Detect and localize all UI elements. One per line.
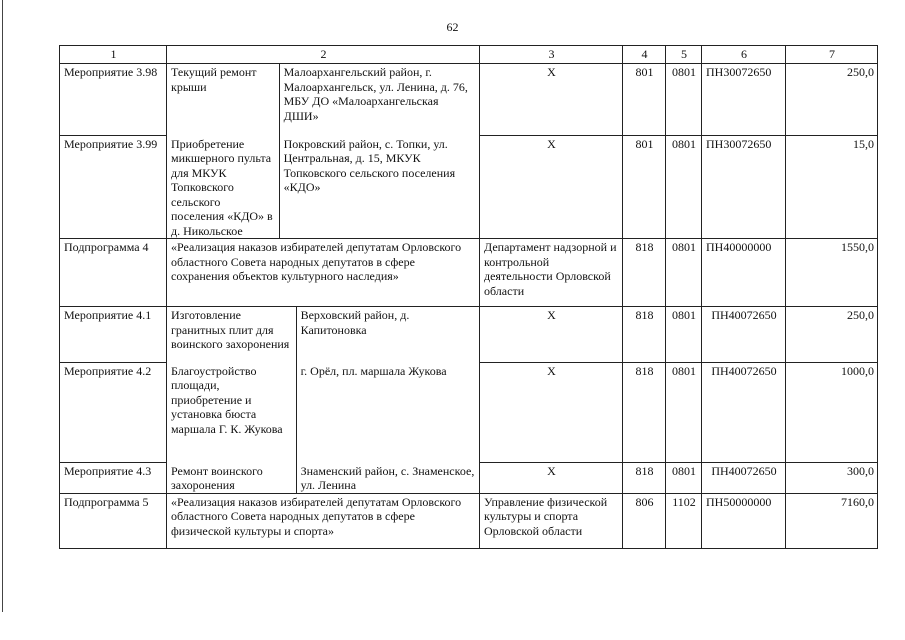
budget-table (59, 45, 878, 549)
item-work: Текущий ремонт крыши (171, 65, 257, 94)
item-code-4: 801 (623, 64, 666, 136)
item-code-5: 0801 (666, 363, 702, 463)
page-number: 62 (446, 20, 459, 34)
item-work: Благоустройство площади, приобретение и установка бюста маршала Г. К. Жукова (171, 363, 283, 436)
item-amount: 7160,0 (786, 493, 878, 548)
item-code-5: 0801 (666, 136, 702, 239)
item-work: Изготовление гранитных плит для воинского захоронения (171, 308, 290, 351)
header-cell: 4 (623, 46, 666, 64)
item-description: «Реализация наказов избирателей депутатам Орловского областного Совета народных депутатов в сфере сохранения объектов культурного наследия» (167, 239, 480, 307)
item-code-4: 806 (623, 493, 666, 548)
item-code-4: 818 (623, 463, 666, 494)
item-executor: Х (480, 463, 623, 494)
table-row (60, 239, 878, 307)
header-cell: 7 (786, 46, 878, 64)
item-executor: Департамент надзорной и контрольной деятельности Орловской области (480, 239, 623, 307)
item-code-5: 0801 (666, 307, 702, 363)
item-description (167, 363, 480, 463)
item-code: Подпрограмма 4 (60, 239, 167, 307)
header-cell: 5 (666, 46, 702, 64)
item-code-4: 818 (623, 363, 666, 463)
item-amount: 300,0 (786, 463, 878, 494)
table-row (60, 136, 878, 239)
header-cell: 3 (480, 46, 623, 64)
item-executor: Управление физической культуры и спорта Орловской области (480, 493, 623, 548)
item-code-6: ПН30072650 (702, 64, 786, 136)
header-cell: 1 (60, 46, 167, 64)
item-code-4: 801 (623, 136, 666, 239)
item-amount: 1000,0 (786, 363, 878, 463)
item-code-5: 0801 (666, 463, 702, 494)
item-code-5: 0801 (666, 64, 702, 136)
item-code-5: 1102 (666, 493, 702, 548)
header-cell: 6 (702, 46, 786, 64)
item-code: Мероприятие 3.98 (60, 64, 167, 136)
table-row (60, 493, 878, 548)
item-description: «Реализация наказов избирателей депутатам Орловского областного Совета народных депутатов в сфере физической культуры и спорта» (167, 493, 480, 548)
item-amount: 15,0 (786, 136, 878, 239)
item-description (167, 307, 480, 363)
item-location: г. Орёл, пл. маршала Жукова (296, 363, 479, 463)
item-code-6: ПН30072650 (702, 136, 786, 239)
item-location: Малоархангельский район, г. Малоархангельск, ул. Ленина, д. 76, МБУ ДО «Малоархангельская ДШИ» (279, 64, 479, 136)
item-code-6: ПН40072650 (702, 307, 786, 363)
item-amount: 1550,0 (786, 239, 878, 307)
item-executor: Х (480, 363, 623, 463)
item-description (167, 463, 480, 494)
item-code-6: ПН40072650 (702, 363, 786, 463)
item-executor: Х (480, 307, 623, 363)
item-code-4: 818 (623, 307, 666, 363)
item-description (167, 136, 480, 239)
item-location: Верховский район, д. Капитоновка (296, 307, 479, 363)
item-location: Знаменский район, с. Знаменское, ул. Ленина (296, 463, 479, 493)
left-margin-rule (2, 0, 3, 612)
item-code: Мероприятие 4.2 (60, 363, 167, 463)
item-code-5: 0801 (666, 239, 702, 307)
item-executor: Х (480, 136, 623, 239)
table-row (60, 307, 878, 363)
item-code-6: ПН40072650 (702, 463, 786, 494)
item-location: Покровский район, с. Топки, ул. Центральная, д. 15, МКУК Топковского сельского поселения «КДО» (279, 136, 479, 239)
item-code: Мероприятие 3.99 (60, 136, 167, 239)
item-code-4: 818 (623, 239, 666, 307)
item-code: Подпрограмма 5 (60, 493, 167, 548)
table-header-row (60, 46, 878, 64)
item-code: Мероприятие 4.3 (60, 463, 167, 494)
table-row (60, 463, 878, 494)
table-row (60, 64, 878, 136)
item-executor: Х (480, 64, 623, 136)
item-code: Мероприятие 4.1 (60, 307, 167, 363)
item-amount: 250,0 (786, 307, 878, 363)
item-code-6: ПН50000000 (702, 493, 786, 548)
item-work: Ремонт воинского захоронения (171, 463, 263, 492)
table-row (60, 363, 878, 463)
item-work: Приобретение микшерного пульта для МКУК Топковского сельского поселения «КДО» в д. Никольское (171, 136, 273, 238)
item-code-6: ПН40000000 (702, 239, 786, 307)
header-cell: 2 (167, 46, 480, 64)
item-amount: 250,0 (786, 64, 878, 136)
item-description (167, 64, 480, 136)
